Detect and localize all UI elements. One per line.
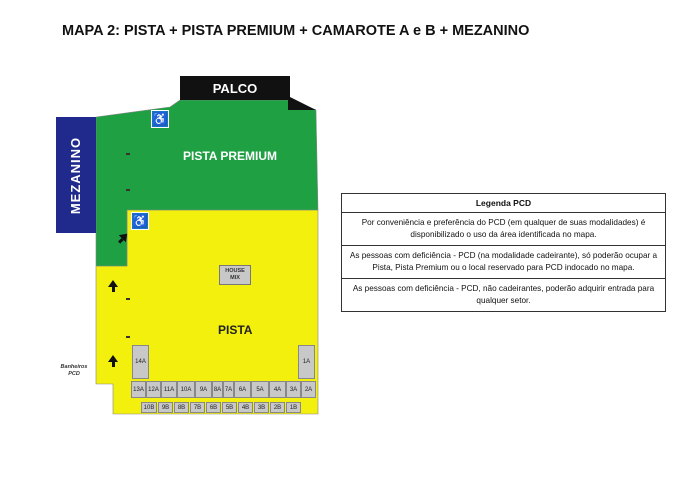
camarote-row-b (141, 402, 302, 413)
camarote-4a[interactable] (269, 381, 286, 398)
house-mix-line-2: MIX (230, 275, 240, 281)
camarote-label: 8B (177, 404, 186, 411)
camarote-4b[interactable] (238, 402, 253, 413)
camarote-5b[interactable] (222, 402, 237, 413)
exit-marker (126, 298, 130, 300)
camarote-label: 9B (161, 404, 170, 411)
camarote-6a[interactable] (234, 381, 251, 398)
arrow-up-icon (108, 355, 118, 367)
mezanino-area[interactable] (56, 117, 96, 233)
camarote-3b[interactable] (254, 402, 269, 413)
wheelchair-icon: ♿ (132, 214, 148, 228)
camarote-label: 7B (193, 404, 202, 411)
camarote-10b[interactable] (141, 402, 157, 413)
arrow-up-icon (108, 280, 118, 292)
camarote-label: 10B (143, 404, 155, 411)
camarote-7a[interactable] (223, 381, 234, 398)
pista-label: PISTA (218, 323, 253, 337)
wheelchair-icon: ♿ (152, 112, 168, 126)
banheiros-pcd-label (52, 364, 96, 378)
camarote-1a[interactable] (298, 345, 315, 379)
camarote-label: 11A (163, 386, 175, 393)
camarote-8b[interactable] (174, 402, 189, 413)
banheiros-line-1: Banheiros (60, 364, 88, 370)
camarote-5a[interactable] (251, 381, 269, 398)
camarote-1b[interactable] (286, 402, 301, 413)
banheiros-line-2: PCD (68, 371, 80, 377)
legend-row: As pessoas com deficiência - PCD (na modalidade cadeirante), só poderão ocupar a Pista, Pista Premium ou o local reservado para PCD indocado no mapa. (342, 245, 665, 278)
camarote-label: 3A (289, 386, 298, 393)
camarote-2a[interactable] (301, 381, 316, 398)
house-mix-line-1: HOUSE (225, 268, 245, 274)
camarote-label: 2A (304, 386, 313, 393)
camarote-10a[interactable] (177, 381, 195, 398)
exit-marker (126, 189, 130, 191)
camarote-label: 13A (133, 386, 144, 393)
camarote-label: 4B (241, 404, 250, 411)
camarote-label: 4A (273, 386, 282, 393)
camarote-9a[interactable] (195, 381, 212, 398)
pista-premium-label: PISTA PREMIUM (183, 149, 278, 163)
legend-row: Por conveniência e preferência do PCD (em qualquer de suas modalidades) é disponibilizado o uso da área identificada no mapa. (342, 212, 665, 245)
camarote-7b[interactable] (190, 402, 205, 413)
camarote-label: 12A (148, 386, 159, 393)
camarote-13a[interactable] (131, 381, 146, 398)
exit-marker (126, 153, 130, 155)
camarote-3a[interactable] (286, 381, 301, 398)
camarote-8a[interactable] (212, 381, 223, 398)
camarote-label: 5A (256, 386, 264, 393)
camarote-14a[interactable] (132, 345, 149, 379)
legend-pcd (341, 193, 666, 312)
legend-row: As pessoas com deficiência - PCD, não cadeirantes, poderão adquirir entrada para qualquer setor. (342, 278, 665, 311)
camarote-label: 14A (135, 359, 146, 365)
legend-title: Legenda PCD (475, 198, 532, 208)
camarote-label: 6B (209, 404, 218, 411)
camarote-11a[interactable] (161, 381, 177, 398)
camarote-label: 5B (225, 404, 234, 411)
page-title: MAPA 2: PISTA + PISTA PREMIUM + CAMAROTE A e B + MEZANINO (62, 23, 530, 39)
camarote-label: 6A (238, 386, 247, 393)
camarote-label: 9A (199, 386, 208, 393)
camarote-label: 3B (257, 404, 266, 411)
exit-marker (126, 336, 130, 338)
palco-label: PALCO (212, 80, 258, 96)
palco-stage (180, 76, 290, 100)
mezanino-label: MEZANINO (68, 136, 84, 214)
camarote-9b[interactable] (158, 402, 173, 413)
camarote-label: 7A (224, 386, 233, 393)
camarote-label: 10A (180, 386, 192, 393)
camarote-row-a (131, 381, 316, 398)
camarote-2b[interactable] (270, 402, 285, 413)
camarote-label: 1B (289, 404, 298, 411)
camarote-label: 1A (302, 359, 311, 365)
camarote-6b[interactable] (206, 402, 221, 413)
house-mix (219, 265, 251, 285)
camarote-label: 2B (273, 404, 282, 411)
camarote-12a[interactable] (146, 381, 161, 398)
camarote-label: 8A (213, 386, 222, 393)
